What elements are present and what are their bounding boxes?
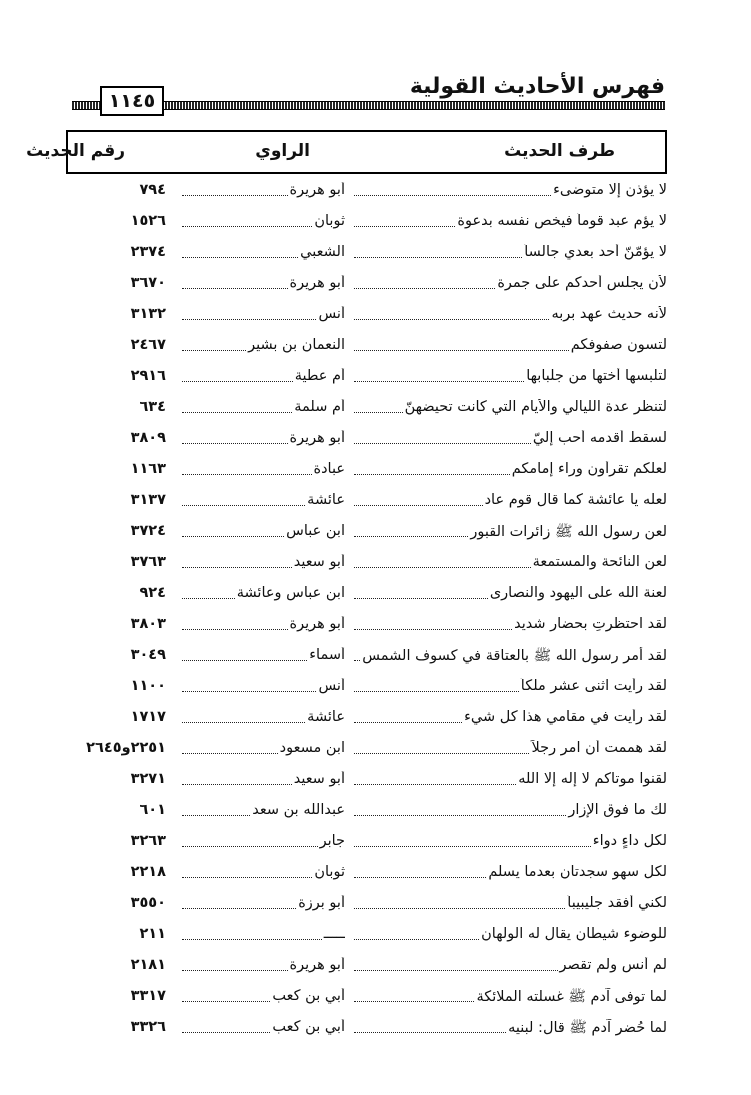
narrator-text: أسماء: [309, 647, 345, 663]
narrator-cell: [180, 616, 345, 632]
leader-dots: [354, 957, 558, 971]
leader-dots: [354, 616, 512, 630]
leader-dots: [354, 554, 531, 568]
narrator-text: أبو هريرة: [289, 275, 345, 291]
leader-dots: [354, 399, 403, 413]
leader-dots: [354, 492, 483, 506]
hadith-number: ٣١٣٢: [130, 306, 166, 322]
narrator-cell: [180, 864, 345, 880]
narrator-text: أنس: [318, 678, 345, 694]
hadith-number: ٣١٣٧: [130, 492, 166, 508]
index-row: [0, 765, 751, 796]
index-row: [0, 796, 751, 827]
hadith-text: لعن النائحة والمستمعة: [532, 554, 667, 570]
narrator-cell: [180, 306, 345, 322]
hadith-text: لقد هممت أن آمر رجلاً: [531, 740, 667, 756]
leader-dots: [354, 988, 474, 1002]
hadith-number: ٢١٨١: [130, 957, 166, 973]
hadith-number: ١١٦٣: [130, 461, 166, 477]
leader-dots: [354, 864, 486, 878]
leader-dots: [354, 1019, 506, 1033]
index-row: [0, 579, 751, 610]
index-row: [0, 734, 751, 765]
hadith-number: ٣٧٢٤: [130, 523, 166, 539]
hadith-number: ٣٨٠٣: [130, 616, 166, 632]
leader-dots: [182, 647, 307, 661]
hadith-number: ٢٢٥١و٢٦٤٥: [86, 740, 166, 756]
narrator-text: أبو سعيد: [293, 554, 345, 570]
narrator-text: أم سلمة: [294, 399, 345, 415]
leader-dots: [182, 492, 305, 506]
narrator-text: أبي بن كعب: [272, 1019, 345, 1035]
leader-dots: [182, 337, 246, 351]
column-header-box: [26, 130, 667, 174]
narrator-cell: [180, 709, 345, 725]
leader-dots: [182, 771, 292, 785]
leader-dots: [354, 771, 516, 785]
leader-dots: [354, 244, 522, 258]
hadith-text: للوضوء شيطان يقال له الولهان: [481, 926, 667, 942]
leader-dots: [354, 275, 495, 289]
index-row: [0, 610, 751, 641]
hadith-number: ٧٩٤: [139, 182, 166, 198]
index-row: [0, 858, 751, 889]
leader-dots: [182, 864, 312, 878]
narrator-cell: [180, 275, 345, 291]
hadith-cell: [352, 647, 667, 668]
hadith-text: لكل سهو سجدتان بعدما يسلم: [488, 864, 667, 880]
narrator-cell: [180, 430, 345, 446]
hadith-number: ٣٢٧١: [130, 771, 166, 787]
hadith-text: لك ما فوق الإزار: [568, 802, 667, 818]
hadith-cell: [352, 678, 667, 694]
column-header-hadith: طرف الحديث: [504, 141, 615, 161]
index-row: [0, 455, 751, 486]
leader-dots: [182, 616, 288, 630]
leader-dots: [182, 523, 284, 537]
hadith-cell: [352, 1019, 667, 1040]
index-row: [0, 920, 751, 951]
hadith-cell: [352, 523, 667, 544]
hadith-text: لا يؤمّنّ أحد بعدي جالساً: [524, 244, 667, 260]
narrator-text: ابن عباس: [286, 523, 345, 539]
hadith-cell: [352, 957, 667, 973]
hadith-cell: [352, 740, 667, 756]
hadith-text: لا يؤم عبد قوماً فيخص نفسه بدعوة: [457, 213, 667, 229]
hadith-cell: [352, 926, 667, 942]
hadith-cell: [352, 709, 667, 725]
hadith-cell: [352, 895, 667, 911]
hadith-number: ٢٣٧٤: [130, 244, 166, 260]
hadith-cell: [352, 988, 667, 1009]
hadith-cell: [352, 833, 667, 849]
hadith-number: ١٧١٧: [130, 709, 166, 725]
narrator-text: النعمان بن بشير: [248, 337, 345, 353]
leader-dots: [182, 895, 296, 909]
hadith-cell: [352, 430, 667, 446]
narrator-text: أبو هريرة: [289, 616, 345, 632]
narrator-text: أنس: [318, 306, 345, 322]
hadith-cell: [352, 802, 667, 818]
hadith-number: ٩٢٤: [139, 585, 166, 601]
column-header-narrator: الراوي: [255, 141, 310, 161]
leader-dots: [182, 399, 292, 413]
leader-dots: [182, 740, 278, 754]
narrator-cell: [180, 368, 345, 384]
hadith-number: ٢٢١٨: [130, 864, 166, 880]
hadith-cell: [352, 771, 667, 787]
narrator-text: عبادة: [313, 461, 345, 477]
hadith-cell: [352, 492, 667, 508]
leader-dots: [182, 988, 270, 1002]
narrator-cell: [180, 461, 345, 477]
leader-dots: [182, 1019, 270, 1033]
index-row: [0, 393, 751, 424]
index-row: [0, 1013, 751, 1044]
hadith-number: ١٥٢٦: [130, 213, 166, 229]
hadith-cell: [352, 213, 667, 229]
hadith-text: لعنة الله على اليهود والنصارى: [489, 585, 667, 601]
leader-dots: [182, 554, 292, 568]
hadith-number: ٦٠١: [139, 802, 166, 818]
index-rows: [0, 176, 751, 1044]
leader-dots: [182, 709, 305, 723]
index-row: [0, 424, 751, 455]
narrator-text: ـــــ: [323, 926, 345, 942]
narrator-cell: [180, 182, 345, 198]
hadith-text: لأنه حديث عهد بربه: [551, 306, 667, 322]
leader-dots: [354, 926, 479, 940]
narrator-cell: [180, 399, 345, 415]
index-row: [0, 951, 751, 982]
narrator-text: عبدالله بن سعد: [252, 802, 345, 818]
hadith-number: ٣٥٥٠: [130, 895, 166, 911]
leader-dots: [182, 368, 293, 382]
hadith-text: لتسون صفوفكم: [570, 337, 667, 353]
hadith-cell: [352, 306, 667, 322]
narrator-text: أم عطية: [294, 368, 345, 384]
hadith-text: لعله يا عائشة كما قال قوم عاد: [484, 492, 667, 508]
narrator-cell: [180, 833, 345, 849]
hadith-number: ٢١١: [139, 926, 166, 942]
narrator-cell: [180, 337, 345, 353]
leader-dots: [354, 182, 551, 196]
hadith-text: لقنوا موتاكم لا إله إلا الله: [518, 771, 667, 787]
index-row: [0, 269, 751, 300]
index-row: [0, 362, 751, 393]
index-row: [0, 827, 751, 858]
leader-dots: [354, 678, 519, 692]
leader-dots: [182, 213, 312, 227]
narrator-text: أبو هريرة: [289, 182, 345, 198]
leader-dots: [354, 523, 468, 537]
hadith-cell: [352, 275, 667, 291]
hadith-number: ٣٦٧٠: [130, 275, 166, 291]
narrator-cell: [180, 585, 345, 601]
leader-dots: [182, 585, 235, 599]
hadith-cell: [352, 554, 667, 570]
hadith-number: ٣٧٦٣: [130, 554, 166, 570]
hadith-number: ٦٣٤: [139, 399, 166, 415]
index-row: [0, 176, 751, 207]
leader-dots: [354, 461, 510, 475]
narrator-cell: [180, 926, 345, 942]
narrator-text: أبي بن كعب: [272, 988, 345, 1004]
running-title: فهرس الأحاديث القولية: [409, 74, 665, 99]
hadith-cell: [352, 864, 667, 880]
leader-dots: [182, 182, 288, 196]
hadith-text: لقد رأيت في مقامي هذا كل شيء: [464, 709, 667, 725]
leader-dots: [182, 957, 288, 971]
leader-dots: [354, 368, 524, 382]
narrator-text: ابن عباس وعائشة: [236, 585, 345, 601]
narrator-cell: [180, 678, 345, 694]
narrator-cell: [180, 895, 345, 911]
narrator-text: جابر: [319, 833, 345, 849]
leader-dots: [182, 678, 316, 692]
index-row: [0, 486, 751, 517]
hadith-text: لكني أفقد جليبيباً: [567, 895, 667, 911]
narrator-cell: [180, 740, 345, 756]
narrator-cell: [180, 554, 345, 570]
column-header-number: رقم الحديث: [26, 141, 125, 161]
hadith-text: لعن رسول الله ﷺ زائرات القبور: [470, 524, 667, 540]
leader-dots: [182, 833, 318, 847]
hadith-number: ٣٣٢٦: [130, 1019, 166, 1035]
hadith-cell: [352, 461, 667, 477]
leader-dots: [354, 213, 455, 227]
hadith-number: ٢٩١٦: [130, 368, 166, 384]
leader-dots: [182, 461, 312, 475]
hadith-text: لتنظر عدة الليالي والأيام التي كانت تحيضهنّ: [404, 399, 667, 415]
narrator-text: الشعبي: [300, 244, 345, 260]
hadith-text: لم أنس ولم تقصر: [559, 957, 667, 973]
narrator-cell: [180, 244, 345, 260]
hadith-number: ٣٢٦٣: [130, 833, 166, 849]
hadith-number: ٣٨٠٩: [130, 430, 166, 446]
narrator-cell: [180, 492, 345, 508]
hadith-cell: [352, 182, 667, 198]
narrator-cell: [180, 647, 345, 663]
narrator-text: أبو سعيد: [293, 771, 345, 787]
narrator-cell: [180, 802, 345, 818]
narrator-text: ثوبان: [314, 864, 345, 880]
narrator-cell: [180, 988, 345, 1004]
index-row: [0, 641, 751, 672]
narrator-cell: [180, 213, 345, 229]
hadith-text: لقد رأيت اثنى عشر ملكاً: [520, 678, 667, 694]
leader-dots: [354, 647, 360, 661]
narrator-text: ثوبان: [314, 213, 345, 229]
hadith-number: ١١٠٠: [130, 678, 166, 694]
narrator-text: أبو برزة: [298, 895, 345, 911]
leader-dots: [354, 306, 549, 320]
leader-dots: [354, 709, 462, 723]
narrator-text: أبو هريرة: [289, 957, 345, 973]
leader-dots: [354, 833, 591, 847]
index-row: [0, 517, 751, 548]
hadith-text: لا يؤذن إلا متوضىء: [553, 182, 667, 198]
narrator-text: أبو هريرة: [289, 430, 345, 446]
narrator-cell: [180, 957, 345, 973]
index-row: [0, 331, 751, 362]
hadith-text: لكل داءٍ دواء: [592, 833, 667, 849]
leader-dots: [354, 585, 488, 599]
narrator-text: عائشة: [307, 709, 345, 725]
hadith-text: لعلكم تقرأون وراء إمامكم: [511, 461, 667, 477]
leader-dots: [182, 275, 288, 289]
leader-dots: [182, 306, 316, 320]
leader-dots: [182, 802, 250, 816]
index-row: [0, 703, 751, 734]
narrator-text: عائشة: [307, 492, 345, 508]
hadith-cell: [352, 616, 667, 632]
hadith-text: لأن يجلس أحدكم على جمرة: [497, 275, 667, 291]
hadith-cell: [352, 585, 667, 601]
narrator-cell: [180, 523, 345, 539]
leader-dots: [354, 337, 569, 351]
index-row: [0, 548, 751, 579]
hadith-text: لما حُضر آدم ﷺ قال: لبنيه: [508, 1020, 667, 1036]
hadith-cell: [352, 337, 667, 353]
leader-dots: [354, 895, 565, 909]
index-row: [0, 207, 751, 238]
leader-dots: [354, 430, 531, 444]
leader-dots: [182, 926, 322, 940]
index-row: [0, 238, 751, 269]
hadith-cell: [352, 244, 667, 260]
index-row: [0, 982, 751, 1013]
hadith-text: لتلبسها أختها من جلبابها: [526, 368, 667, 384]
narrator-text: ابن مسعود: [279, 740, 345, 756]
narrator-cell: [180, 1019, 345, 1035]
leader-dots: [182, 244, 298, 258]
hadith-number: ٢٤٦٧: [130, 337, 166, 353]
hadith-text: لما توفى آدم ﷺ غسلته الملائكة: [476, 989, 667, 1005]
hadith-text: لقد احتظرتِ بحضار شديد: [514, 616, 667, 632]
hadith-cell: [352, 399, 667, 415]
leader-dots: [354, 802, 566, 816]
index-row: [0, 300, 751, 331]
index-row: [0, 672, 751, 703]
hadith-text: لقد أمر رسول الله ﷺ بالعتاقة في كسوف الشمس: [362, 648, 667, 664]
index-row: [0, 889, 751, 920]
leader-dots: [182, 430, 288, 444]
narrator-cell: [180, 771, 345, 787]
hadith-text: لسقط أقدمه أحب إليّ: [532, 430, 667, 446]
hadith-number: ٣٣١٧: [130, 988, 166, 1004]
hadith-cell: [352, 368, 667, 384]
leader-dots: [354, 740, 529, 754]
page-number: ١١٤٥: [100, 86, 164, 116]
hadith-number: ٣٠٤٩: [130, 647, 166, 663]
